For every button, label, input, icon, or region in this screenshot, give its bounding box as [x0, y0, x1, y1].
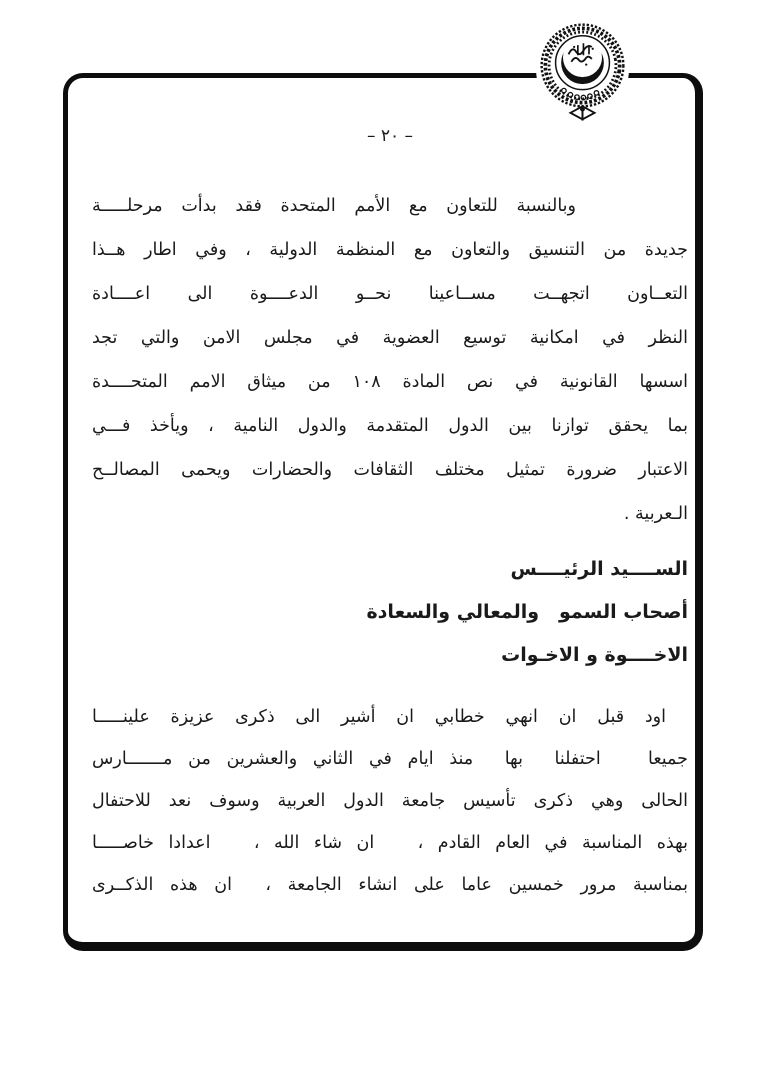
paragraph1-line: التعــاون اتجهــت مســاعينا نحــو الدعــــوة الى اعــــادة: [92, 284, 688, 304]
page-number: – ٢٠ –: [366, 126, 414, 146]
paragraph-2: [92, 696, 688, 906]
paragraph1-line: بما يحقق توازنا بين الدول المتقدمة والدول النامية ، ويأخذ فـــي: [92, 416, 688, 436]
salutation-line-highnesses: أصحاب السمو والمعالي والسعادة: [366, 601, 688, 623]
paragraph1-line: النظر في امكانية توسيع العضوية في مجلس الامن والتي تجد: [92, 328, 688, 348]
salutation-block: [92, 548, 688, 677]
paragraph1-line: الاعتبار ضرورة تمثيل مختلف الثقافات والحضارات ويحمى المصالــح: [92, 460, 688, 480]
paragraph1-line: جديدة من التنسيق والتعاون مع المنظمة الدولية ، وفي اطار هــذا: [92, 240, 688, 260]
paragraph2-line: جميعا احتفلنا بها منذ ايام في الثاني والعشرين من مـــــــارس: [92, 749, 688, 769]
paragraph2-line: بهذه المناسبة في العام القادم ، ان شاء الله ، اعدادا خاصـــــا: [92, 833, 688, 853]
paragraph1-line: الـعربية .: [623, 504, 688, 524]
paragraph1-line: وبالنسبة للتعاون مع الأمم المتحدة فقد بدأت مرحلـــــة: [92, 196, 576, 216]
paragraph2-line: الحالى وهي ذكرى تأسيس جامعة الدول العربية وسوف نعد للاحتفال: [92, 791, 688, 811]
arab-league-emblem-icon: [536, 20, 629, 124]
paragraph-1: [92, 184, 688, 536]
paragraph2-line: بمناسبة مرور خمسين عاما على انشاء الجامعة ، ان هذه الذكــرى: [92, 875, 688, 895]
salutation-line-president: الســــيد الرئيــــس: [510, 558, 688, 580]
paragraph2-line: اود قبل ان انهي خطابي ان أشير الى ذكرى عزيزة علينـــــا: [92, 707, 666, 727]
salutation-line-brothers-sisters: الاخــــوة و الاخـوات: [501, 644, 688, 666]
paragraph1-line: اسسها القانونية في نص المادة ١٠٨ من ميثاق الامم المتحــــدة: [92, 372, 688, 392]
